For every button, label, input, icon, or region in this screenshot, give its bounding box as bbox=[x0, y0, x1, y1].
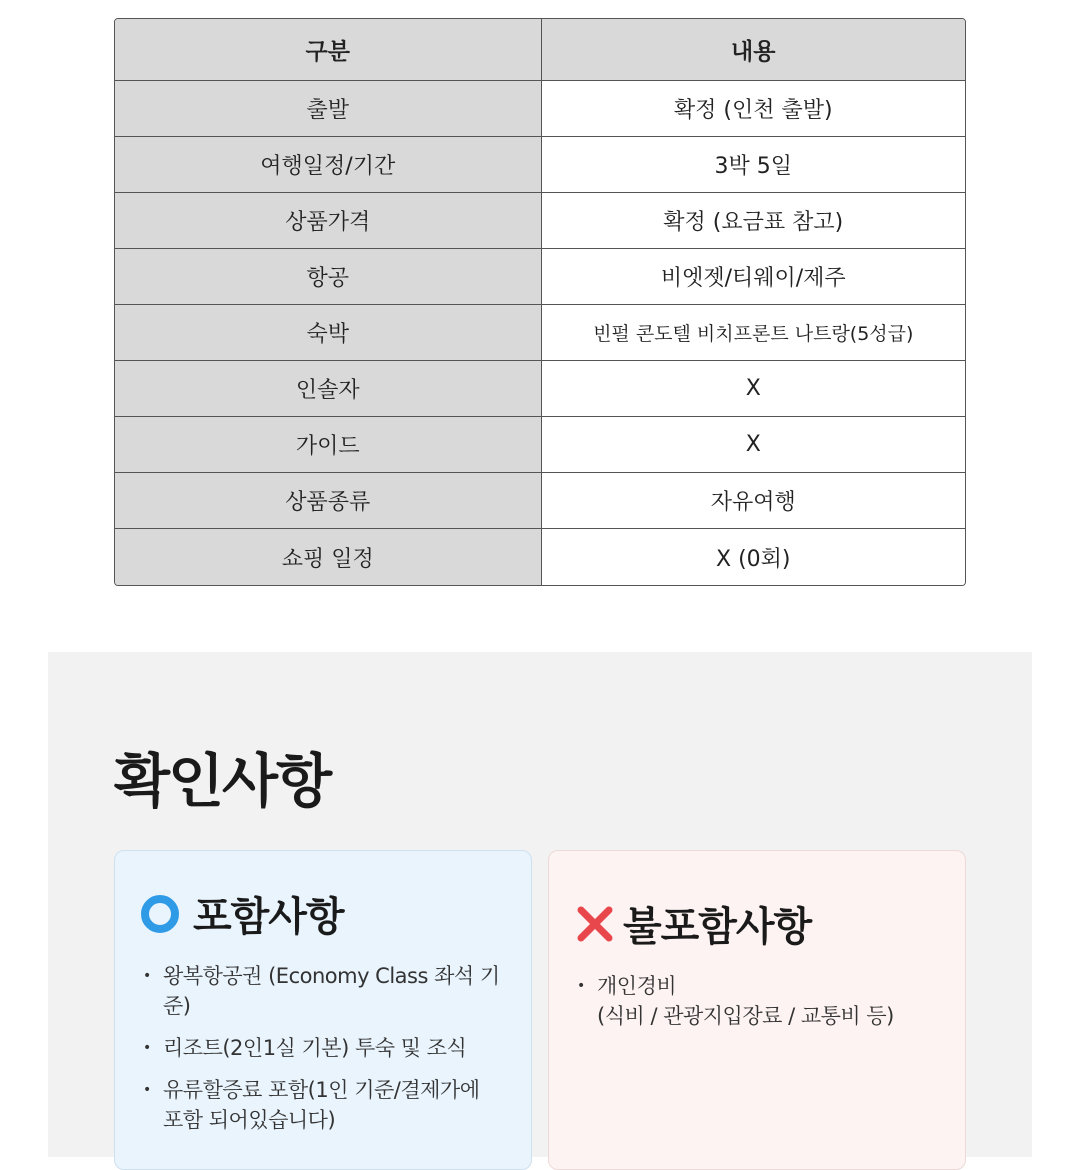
row-value: X bbox=[541, 417, 965, 473]
row-label: 출발 bbox=[115, 80, 541, 136]
row-label: 항공 bbox=[115, 248, 541, 304]
excluded-list bbox=[577, 971, 937, 1043]
column-header-category: 구분 bbox=[115, 19, 541, 80]
row-label: 쇼핑 일정 bbox=[115, 529, 541, 585]
row-value: 3박 5일 bbox=[541, 136, 965, 192]
confirm-section bbox=[48, 652, 1032, 1157]
row-value: 빈펄 콘도텔 비치프론트 나트랑(5성급) bbox=[541, 304, 965, 360]
list-item: • 왕복항공권 (Economy Class 좌석 기준) bbox=[143, 961, 503, 1021]
list-item-line: • 개인경비 bbox=[597, 974, 677, 998]
included-card bbox=[114, 850, 532, 1170]
circle-o-icon bbox=[141, 895, 179, 933]
row-label: 상품가격 bbox=[115, 192, 541, 248]
section-title: 확인사항 bbox=[114, 747, 331, 815]
x-mark-icon bbox=[575, 904, 615, 944]
table-row bbox=[115, 304, 965, 360]
table-row bbox=[115, 136, 965, 192]
included-header bbox=[141, 885, 344, 942]
row-value: X bbox=[541, 361, 965, 417]
row-value: X (0회) bbox=[541, 529, 965, 585]
product-info-table bbox=[114, 18, 966, 586]
excluded-card bbox=[548, 850, 966, 1170]
list-item: • 유류할증료 포함(1인 기준/결제가에 포함 되어있습니다) bbox=[143, 1075, 503, 1135]
included-list bbox=[143, 961, 503, 1147]
table-row bbox=[115, 473, 965, 529]
included-title: 포함사항 bbox=[193, 894, 344, 940]
column-header-content: 내용 bbox=[541, 19, 965, 80]
table-row bbox=[115, 248, 965, 304]
row-value: 비엣젯/티웨이/제주 bbox=[541, 248, 965, 304]
excluded-header bbox=[575, 895, 811, 952]
excluded-title: 불포함사항 bbox=[623, 904, 812, 950]
table-row bbox=[115, 417, 965, 473]
table-row bbox=[115, 529, 965, 585]
row-value: 확정 (요금표 참고) bbox=[541, 192, 965, 248]
row-label: 여행일정/기간 bbox=[115, 136, 541, 192]
table-row bbox=[115, 192, 965, 248]
table-row bbox=[115, 361, 965, 417]
row-value: 자유여행 bbox=[541, 473, 965, 529]
table-row bbox=[115, 80, 965, 136]
row-value: 확정 (인천 출발) bbox=[541, 80, 965, 136]
list-item bbox=[577, 971, 937, 1031]
list-item-line: (식비 / 관광지입장료 / 교통비 등) bbox=[597, 1004, 894, 1028]
row-label: 인솔자 bbox=[115, 361, 541, 417]
row-label: 숙박 bbox=[115, 304, 541, 360]
row-label: 상품종류 bbox=[115, 473, 541, 529]
row-label: 가이드 bbox=[115, 417, 541, 473]
list-item: • 리조트(2인1실 기본) 투숙 및 조식 bbox=[143, 1033, 503, 1063]
table-header-row bbox=[115, 19, 965, 80]
